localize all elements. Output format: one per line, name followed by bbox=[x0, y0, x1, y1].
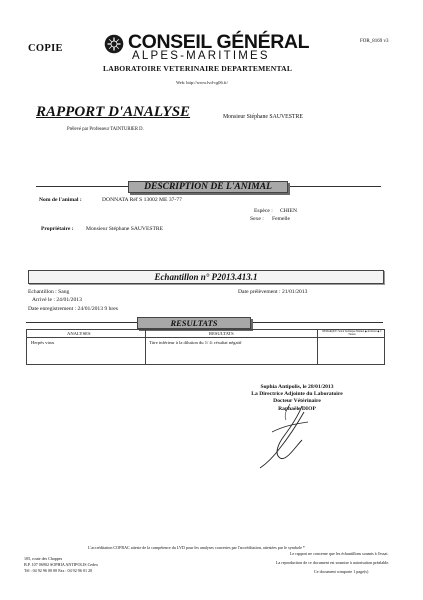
column-divider bbox=[317, 330, 318, 364]
section-rule-left bbox=[36, 186, 128, 187]
sex-label: Sexe : bbox=[250, 216, 264, 222]
species-value: CHIEN bbox=[280, 208, 298, 214]
reproduction-note: La reproduction de ce document est soumise à autorisation préalable. bbox=[276, 560, 390, 565]
signature-title: Docteur Vétérinaire bbox=[273, 398, 321, 405]
table-cell-analysis: Herpès virus bbox=[31, 340, 55, 345]
address-line-2: B.P. 107 06902 SOPHIA ANTIPOLIS Cedex bbox=[24, 562, 99, 567]
report-scope-note: Le rapport ne concerne que les échantillons soumis à l'essai. bbox=[290, 551, 389, 556]
owner-label: Propriétaire : bbox=[41, 226, 74, 232]
results-section-title: RESULTATS bbox=[137, 317, 251, 329]
org-name: CONSEIL GÉNÉRAL bbox=[128, 31, 310, 53]
results-rule-left bbox=[26, 322, 137, 323]
department-emblem-icon bbox=[104, 34, 124, 54]
address-line-1: 105, route des Chappes bbox=[24, 556, 63, 561]
results-rule-right bbox=[249, 322, 383, 323]
website-link[interactable]: Web: http://www.lvd-cg06.fr/ bbox=[176, 80, 228, 85]
accreditation-notice: L'accréditation COFRAC atteste de la compétence du LVD pour les analyses couvertes par l'accréditation, attestées par le symbole * bbox=[88, 545, 305, 550]
header-divider bbox=[27, 337, 384, 338]
registration-date: Date enregistrement : 24/01/2013 9 hres bbox=[28, 306, 118, 312]
sample-type: Echantillon : Sang bbox=[28, 289, 70, 295]
page-count: Ce document comporte 1 page(s) bbox=[314, 569, 369, 574]
sampling-date: Date prélèvement : 21/01/2013 bbox=[238, 289, 308, 295]
report-title: RAPPORT D'ANALYSE bbox=[36, 104, 191, 120]
signature-role: La Directrice Adjointe du Laboratoire bbox=[251, 391, 343, 398]
sample-number: Echantillon n° P2013.413.1 bbox=[28, 270, 384, 284]
arrival-date: Arrivé le : 24/01/2013 bbox=[32, 297, 82, 303]
animal-section-title: DESCRIPTION DE L'ANIMAL bbox=[128, 181, 288, 193]
lab-name: LABORATOIRE VETERINAIRE DEPARTEMENTAL bbox=[103, 64, 293, 73]
animal-name-label: Nom de l'animal : bbox=[39, 197, 82, 203]
sampled-by: Prélevé par Professeur TAINTURIER D. bbox=[67, 127, 144, 132]
results-table bbox=[26, 329, 385, 365]
signature-name: Raphaële DIOP bbox=[278, 405, 316, 412]
species-label: Espèce : bbox=[254, 208, 273, 214]
form-reference: FOR_8169 v3 bbox=[360, 39, 389, 44]
sex-value: Femelle bbox=[272, 216, 291, 222]
column-divider bbox=[145, 330, 146, 364]
column-header-note: REMARQUE: Selon Technique Manuel ◆ de Kitset ◆ C Tissure bbox=[322, 330, 382, 337]
handwritten-signature bbox=[250, 402, 320, 472]
signature-place-date: Sophia Antipolis, le 28/01/2013 bbox=[260, 384, 334, 390]
report-recipient: Monsieur Stéphane SAUVESTRE bbox=[223, 114, 303, 120]
column-header-results: RESULTATS bbox=[209, 331, 234, 336]
table-cell-result: Titre inférieur à la dilution du 1/ 4: résultat négatif bbox=[149, 340, 242, 345]
copy-stamp: COPIE bbox=[28, 43, 63, 54]
contact-phone: Tél : 04 92 96 00 00 Fax : 04 92 96 01 20 bbox=[24, 568, 93, 573]
animal-name-value: DONNATA Réf S 13002 ME 37-77 bbox=[102, 197, 182, 203]
column-header-analyses: ANALYSES bbox=[67, 331, 91, 336]
owner-value: Monsieur Stéphane SAUVESTRE bbox=[86, 226, 164, 232]
org-department: ALPES-MARITIMES bbox=[132, 50, 270, 62]
section-rule-right bbox=[287, 186, 381, 187]
